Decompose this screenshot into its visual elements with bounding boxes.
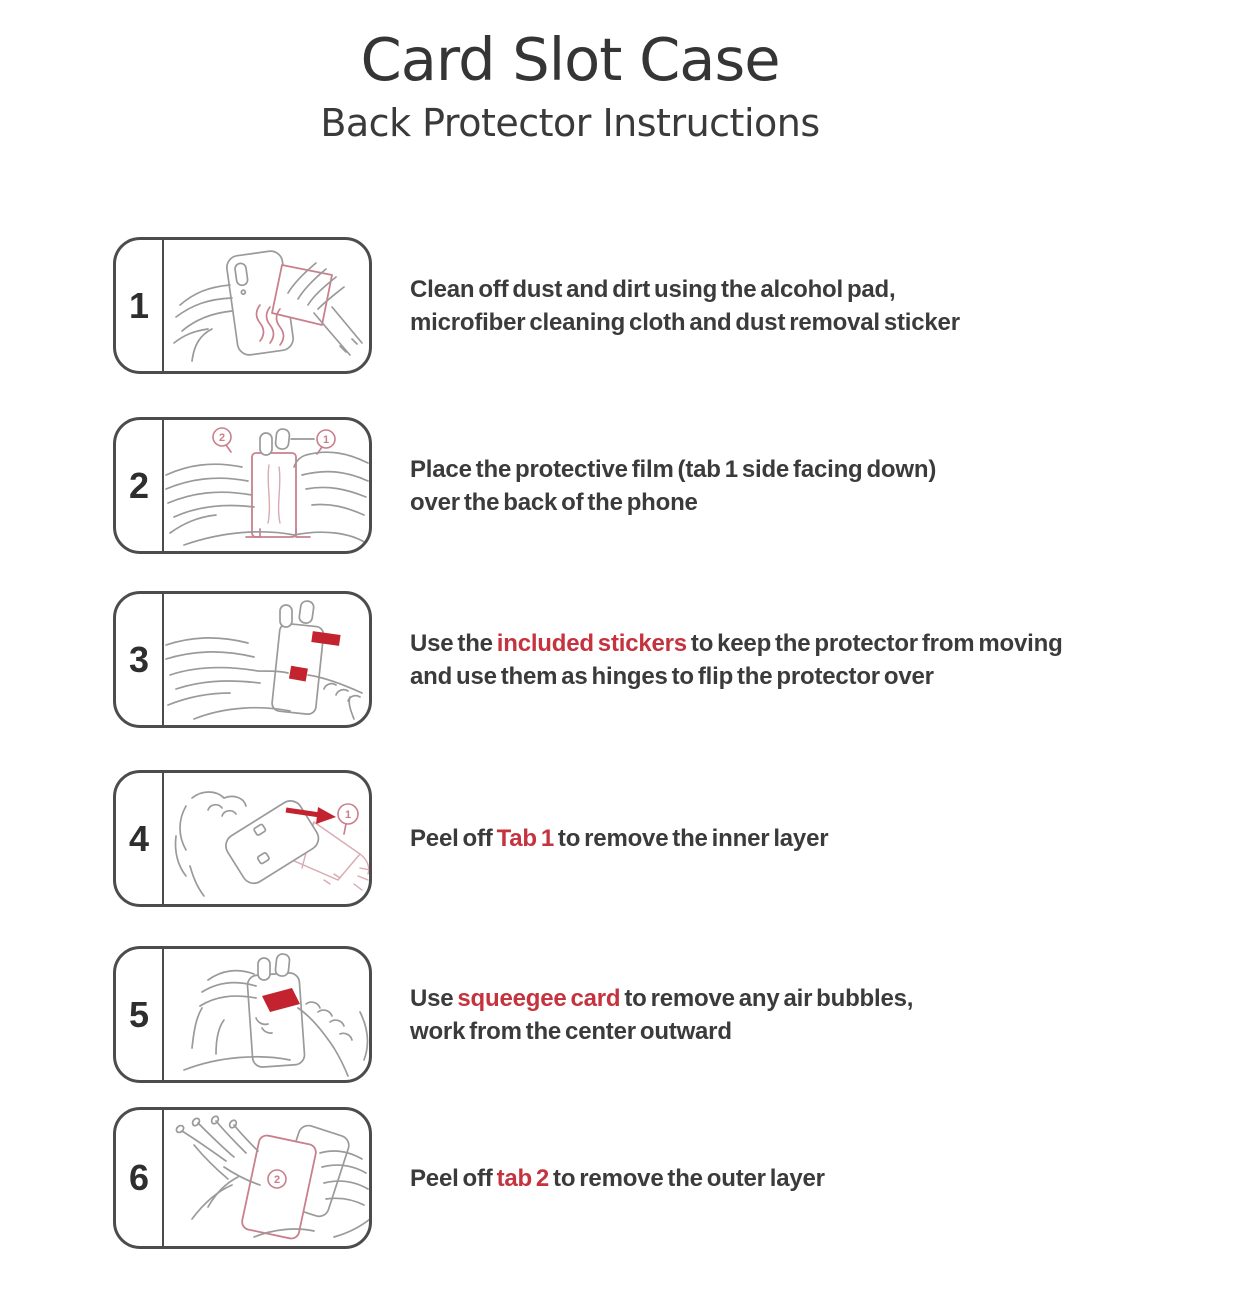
step-4-description (410, 822, 828, 855)
step-text-line (410, 1015, 913, 1048)
step-text-line (410, 453, 936, 486)
step-row-6 (113, 1107, 825, 1249)
badge-number-2: 2 (218, 431, 226, 444)
step-text-line (410, 273, 960, 306)
header (0, 25, 1140, 145)
step-1-description (410, 273, 960, 339)
text-segment: and use them as hinges to flip the protector over (410, 662, 934, 690)
step-3-description (410, 627, 1063, 693)
step-number: 5 (128, 993, 150, 1035)
step-number: 3 (128, 638, 150, 680)
highlighted-term: tab 2 (496, 1164, 550, 1192)
text-segment: Use (410, 984, 458, 1012)
step-4-number-column (116, 773, 164, 904)
step-row-4 (113, 770, 828, 907)
step-6-illustration (164, 1110, 370, 1246)
step-text-line (410, 822, 828, 855)
step-2-box (113, 417, 372, 554)
highlighted-term: squeegee card (457, 984, 621, 1012)
step-row-1 (113, 237, 960, 374)
step-row-5 (113, 946, 913, 1083)
step-text-line (410, 660, 1063, 693)
badge-number-1: 1 (344, 808, 352, 821)
step-1-number-column (116, 240, 164, 371)
text-segment: to remove any air bubbles, (620, 984, 914, 1012)
step-number: 1 (128, 284, 150, 326)
text-segment: Peel off (410, 825, 497, 852)
highlighted-term: Tab 1 (496, 825, 554, 852)
step-text-line (410, 486, 936, 519)
text-segment: Clean off dust and dirt using the alcohol pad, (410, 275, 896, 303)
step-text-line (410, 982, 913, 1015)
badge-number-2: 2 (273, 1174, 281, 1186)
text-segment: work from the center outward (410, 1017, 732, 1045)
step-text-line (410, 306, 960, 339)
step-5-box (113, 946, 372, 1083)
badge-number-1: 1 (322, 433, 330, 446)
highlighted-term: included stickers (496, 629, 687, 657)
text-segment: to keep the protector from moving (686, 629, 1063, 657)
step-text-line (410, 1162, 825, 1195)
step-2-number-column (116, 420, 164, 551)
step-1-box (113, 237, 372, 374)
step-4-illustration (164, 773, 370, 904)
text-segment: Use the (410, 629, 497, 657)
text-segment: microfiber cleaning cloth and dust removal sticker (410, 308, 960, 336)
step-6-number-column (116, 1110, 164, 1246)
text-segment: Place the protective film (tab 1 side facing down) (410, 455, 937, 483)
page-subtitle: Back Protector Instructions (320, 100, 820, 145)
step-number: 4 (128, 817, 150, 859)
step-2-description (410, 453, 936, 519)
text-segment: Peel off (410, 1164, 497, 1192)
text-segment: to remove the outer layer (549, 1164, 825, 1192)
step-number: 2 (128, 464, 150, 506)
step-5-illustration (164, 949, 370, 1080)
page-title: Card Slot Case (360, 25, 780, 94)
step-number: 6 (128, 1157, 150, 1198)
step-row-3 (113, 591, 1063, 728)
step-1-illustration (164, 240, 370, 371)
step-3-number-column (116, 594, 164, 725)
step-5-number-column (116, 949, 164, 1080)
step-3-illustration (164, 594, 370, 725)
step-row-2 (113, 417, 936, 554)
step-6-description (410, 1162, 825, 1195)
step-6-box (113, 1107, 372, 1249)
step-5-description (410, 982, 913, 1048)
step-2-illustration (164, 420, 370, 551)
step-text-line (410, 627, 1063, 660)
text-segment: over the back of the phone (410, 488, 698, 516)
step-4-box (113, 770, 372, 907)
text-segment: to remove the inner layer (553, 825, 829, 852)
step-3-box (113, 591, 372, 728)
